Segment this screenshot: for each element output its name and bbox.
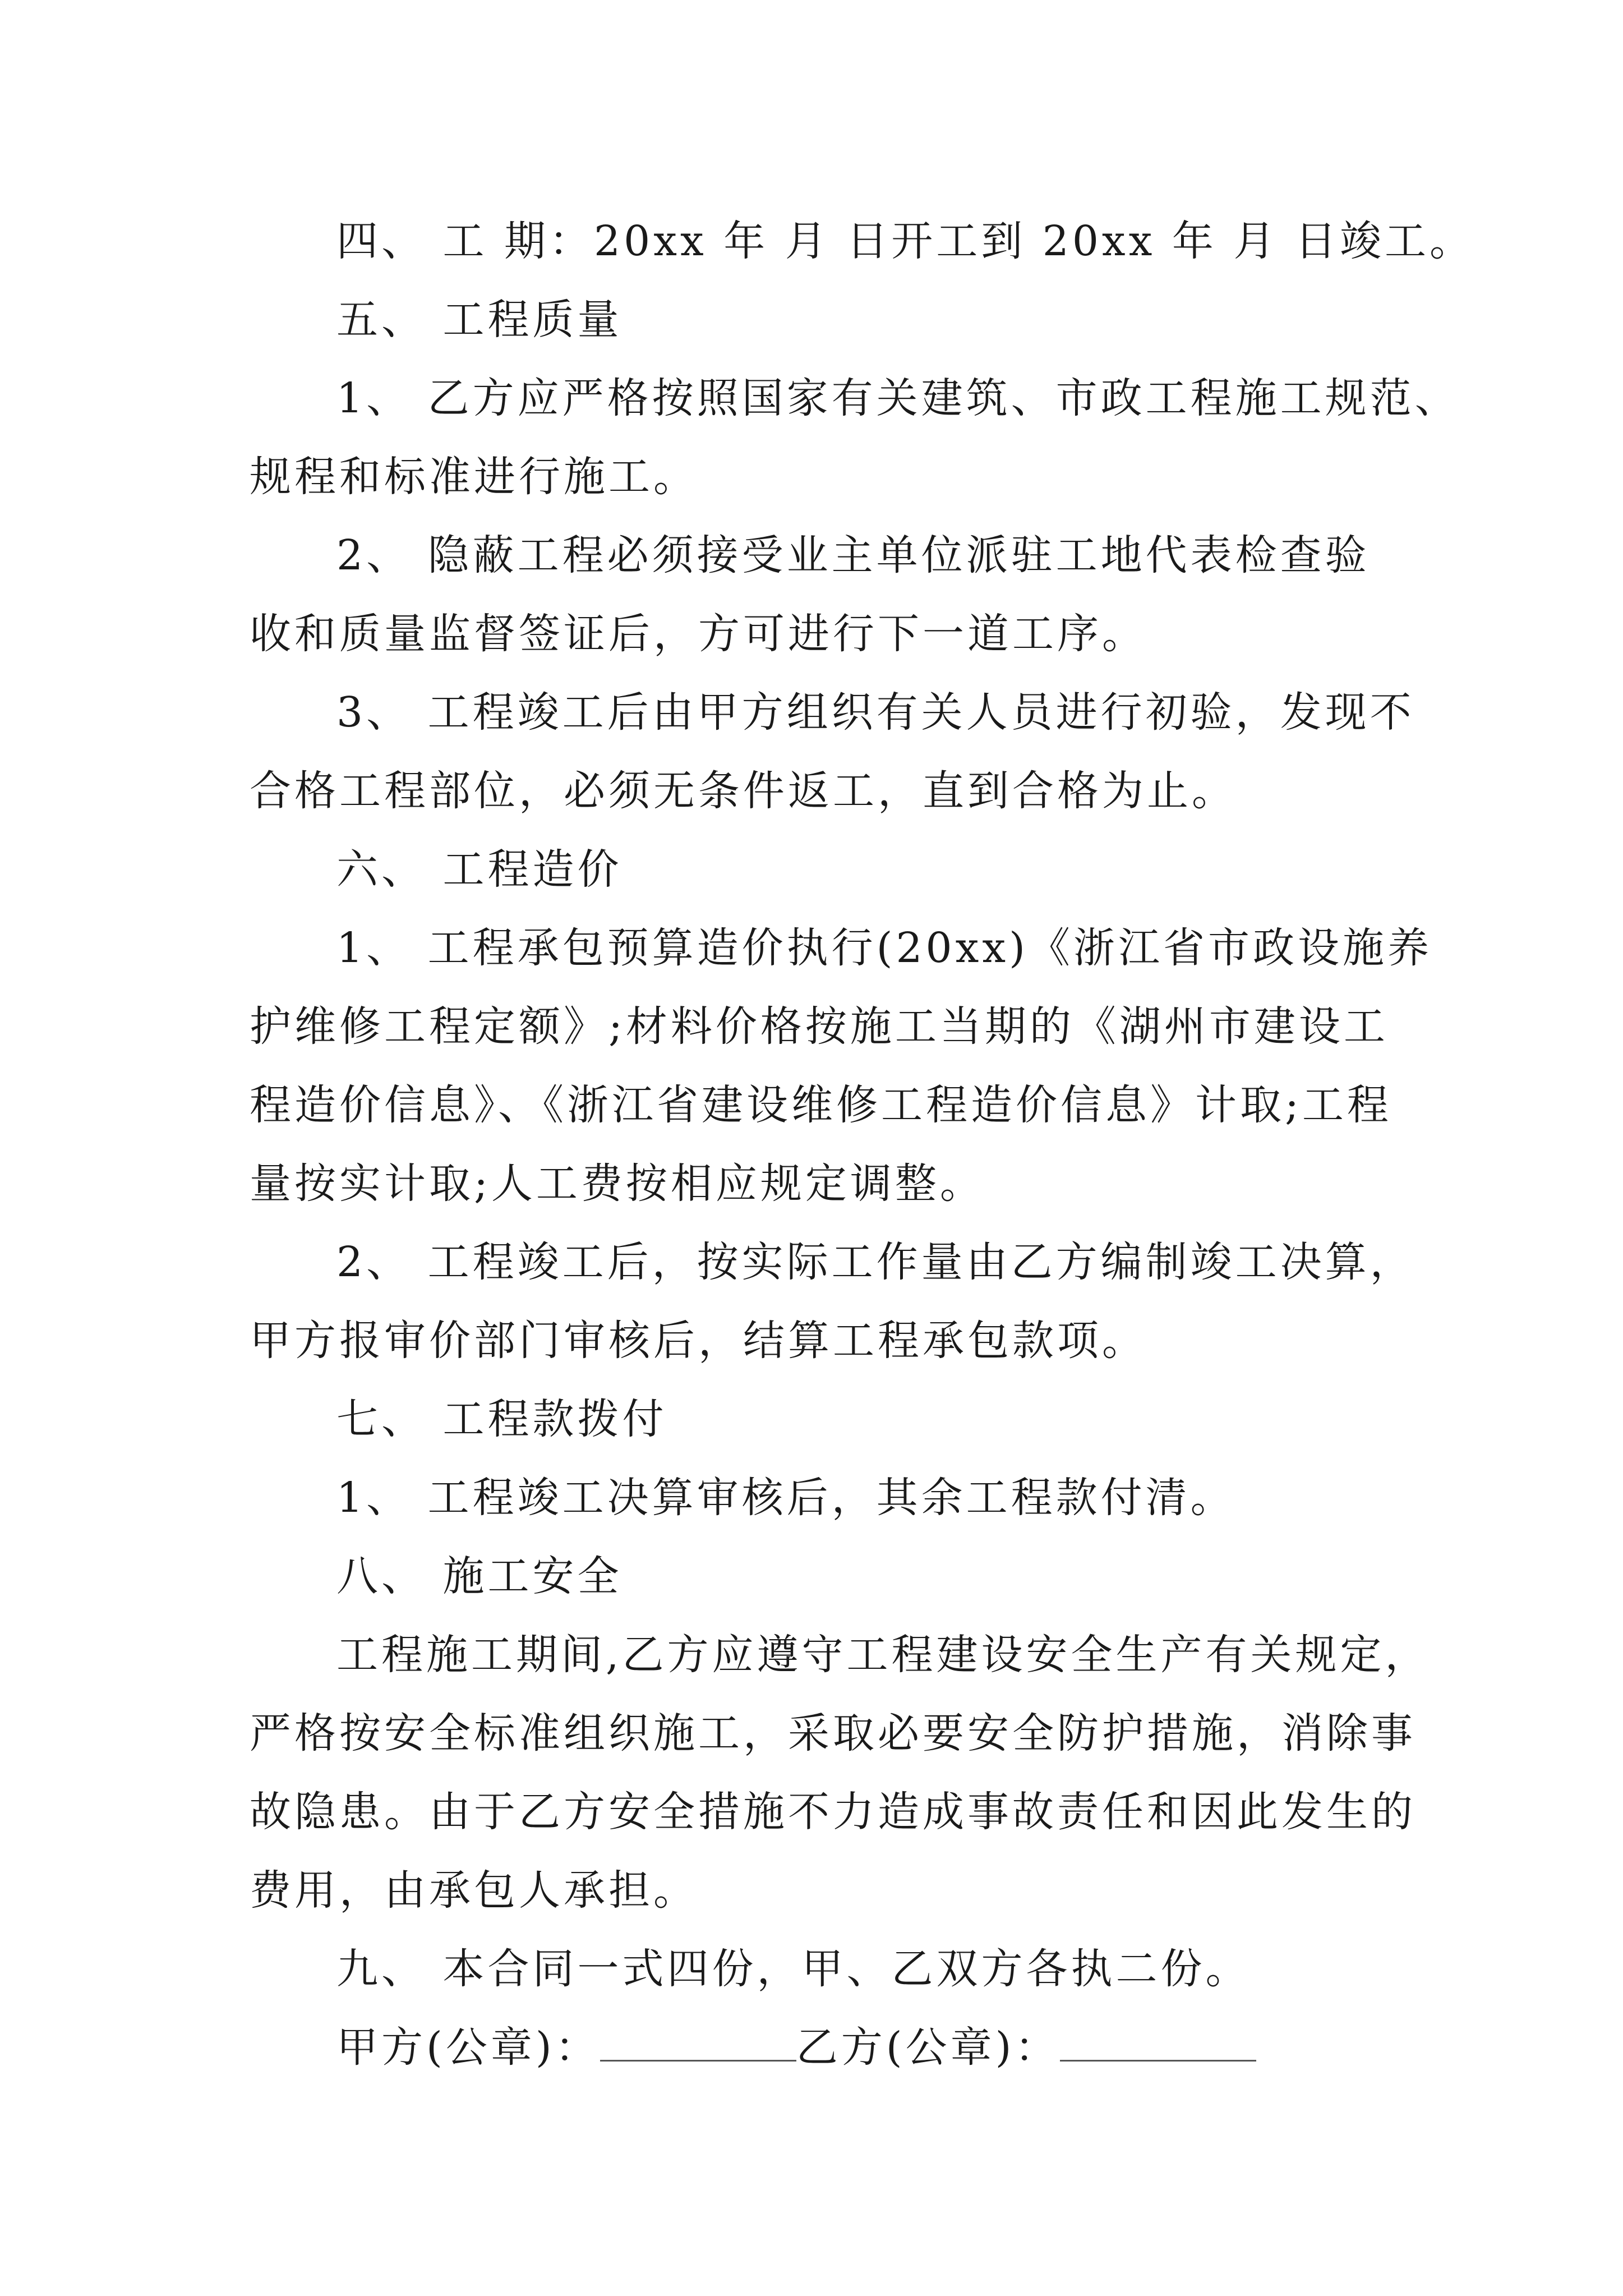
- signature-row: [336, 2019, 1256, 2076]
- clause-4-schedule: 四、 工 期：20xx 年 月 日开工到 20xx 年 月 日竣工。: [336, 217, 1474, 265]
- paragraph-line: 规程和标准进行施工。: [250, 453, 698, 501]
- paragraph-line: 1、 乙方应严格按照国家有关建筑、市政工程施工规范、: [336, 374, 1460, 422]
- party-a-label: 甲方(公章)：: [336, 2023, 600, 2072]
- section-6-heading: 六、 工程造价: [336, 845, 623, 894]
- paragraph-line: 故隐患。由于乙方安全措施不力造成事故责任和因此发生的: [250, 1788, 1416, 1836]
- paragraph-line: 严格按安全标准组织施工，采取必要安全防护措施，消除事: [250, 1709, 1416, 1757]
- party-b-label: 乙方(公章)：: [796, 2023, 1060, 2072]
- section-8-heading: 八、 施工安全: [336, 1552, 623, 1600]
- party-b-signature-line[interactable]: [1060, 2058, 1256, 2062]
- paragraph-line: 收和质量监督签证后，方可进行下一道工序。: [250, 610, 1147, 658]
- paragraph-line: 1、 工程竣工决算审核后，其余工程款付清。: [336, 1474, 1235, 1522]
- paragraph-line: 合格工程部位，必须无条件返工，直到合格为止。: [250, 767, 1237, 815]
- paragraph-line: 2、 隐蔽工程必须接受业主单位派驻工地代表检查验: [336, 531, 1370, 579]
- paragraph-line: 护维修工程定额》;材料价格按施工当期的《湖州市建设工: [250, 1002, 1389, 1051]
- paragraph-line: 费用，由承包人承担。: [250, 1866, 698, 1915]
- paragraph-line: 3、 工程竣工后由甲方组织有关人员进行初验，发现不: [336, 688, 1415, 737]
- section-7-heading: 七、 工程款拨付: [336, 1395, 667, 1443]
- paragraph-line: 量按实计取;人工费按相应规定调整。: [250, 1159, 985, 1208]
- paragraph-line: 工程施工期间,乙方应遵守工程建设安全生产有关规定，: [336, 1631, 1430, 1679]
- paragraph-line: 甲方报审价部门审核后，结算工程承包款项。: [250, 1317, 1147, 1365]
- section-5-heading: 五、 工程质量: [336, 296, 623, 344]
- paragraph-line: 1、 工程承包预算造价执行(20xx)《浙江省市政设施养: [336, 924, 1432, 972]
- clause-9-copies: 九、 本合同一式四份，甲、乙双方各执二份。: [336, 1945, 1251, 1993]
- party-a-signature-line[interactable]: [600, 2058, 796, 2062]
- paragraph-line: 程造价信息》、《浙江省建设维修工程造价信息》计取;工程: [250, 1081, 1392, 1129]
- paragraph-line: 2、 工程竣工后，按实际工作量由乙方编制竣工决算，: [336, 1238, 1415, 1286]
